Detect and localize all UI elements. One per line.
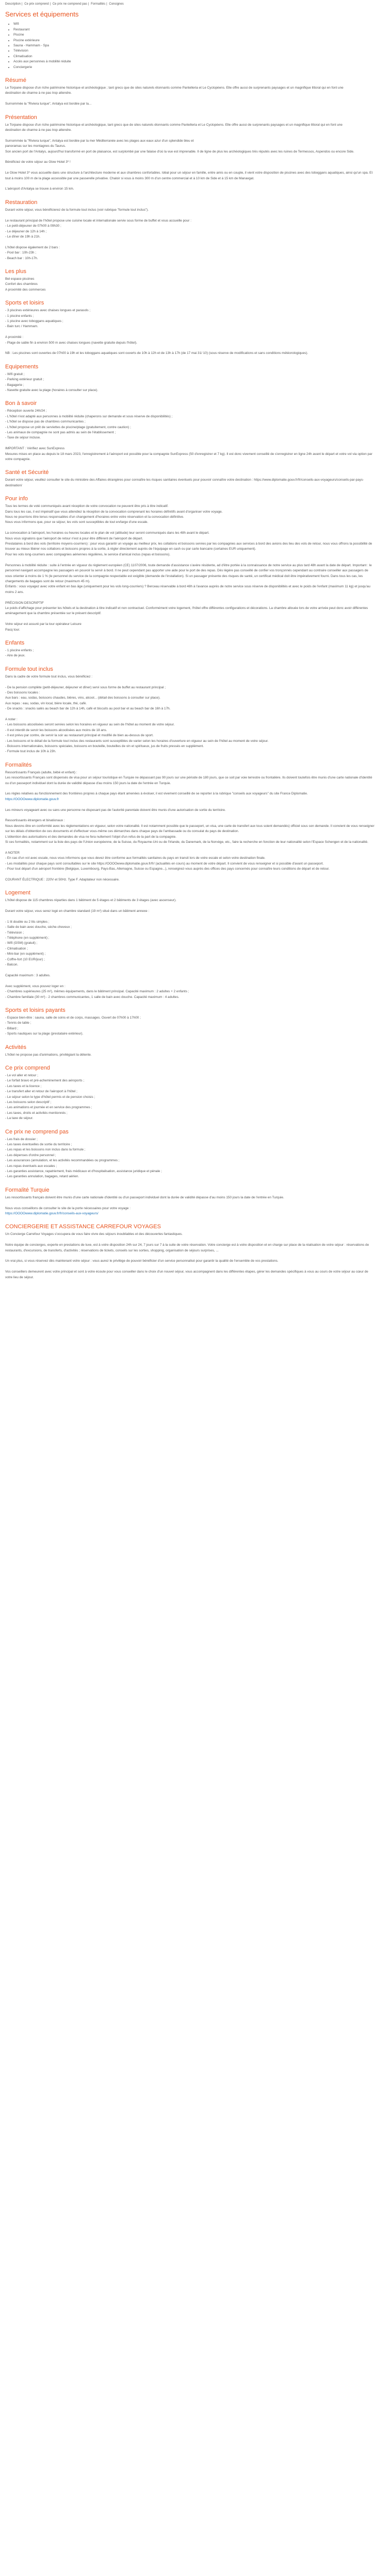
text-line: - Billard ;	[5, 1026, 19, 1030]
formule-text	[5, 674, 376, 755]
text-line: Aux repas : eau, sodas, vin local, bière locale, thé, café.	[5, 701, 87, 705]
text-line: - Les boissons alcoolisées seront servies selon les horaires en vigueur au sein de l'hôtel au moment de votre séjour.	[5, 723, 175, 727]
section-presentation	[5, 114, 376, 192]
page	[0, 0, 381, 1280]
text-line: IMPORTANT : Vérifiez avec SunExpress	[5, 447, 65, 451]
text-line: PRÉCISION DESCRIPTIF	[5, 601, 44, 605]
sante-text	[5, 478, 376, 488]
text-line: - Plage de sable fin à environ 500 m avec chaises longues (navette gratuite depuis l'hôtel).	[5, 341, 137, 345]
text-line: - Le transfert aller et retour de l'aéroport à l'hôtel ;	[5, 1090, 77, 1094]
section-bonasavoir	[5, 400, 376, 462]
formalites-heading: Formalités	[5, 761, 32, 768]
text-line: - Taxe de séjour incluse.	[5, 436, 41, 440]
restauration-heading: Restauration	[5, 199, 38, 206]
paragraph-gap	[5, 786, 376, 791]
text-line: - Parking extérieur gratuit ;	[5, 378, 44, 382]
presentation-text	[5, 123, 376, 192]
paragraph-gap	[5, 240, 376, 245]
text-line: - 1 lit double ou 2 lits simples ;	[5, 920, 50, 924]
paragraph-gap	[5, 441, 376, 446]
service-item: • Wifi	[13, 22, 376, 27]
text-line: - Les boissons et le détail de la formule tout inclus des restaurants sont susceptibles de varier selon les horaires d'ouverture en vigueur au sein de l'hôtel au moment de votre séjour.	[5, 739, 269, 743]
text-line: - L'hôtel se dispose pas de chambres communicantes ;	[5, 420, 86, 424]
text-line: - Le dîner de 19h à 21h.	[5, 234, 41, 239]
section-resume	[5, 77, 376, 107]
text-line: - L'hôtel propose un prêt de serviettes de piscine/plage (gratuitement, contre caution) ;	[5, 425, 131, 429]
text-line: - Wifi (GSM) (gratuit) ;	[5, 941, 38, 945]
text-line: - Beach bar : 10h-17h.	[5, 256, 38, 260]
text-line: - Les dépenses d'ordre personnel ;	[5, 1153, 56, 1157]
text-line	[5, 797, 376, 802]
formule-heading: Formule tout inclus	[5, 666, 53, 672]
text-line: Bel espace piscines	[5, 277, 35, 281]
section-activites	[5, 1044, 376, 1058]
paragraph-gap	[5, 1200, 376, 1206]
services-title: Services et équipements	[5, 10, 79, 19]
text-line: Le restaurant principal de l'hôtel propose une cuisine locale et internationale servie sous forme de buffet et vous accueille pour :	[5, 218, 191, 223]
text-line: - Télévision ;	[5, 930, 24, 935]
equipements-heading: Equipements	[5, 363, 39, 370]
text-line: A NOTER	[5, 851, 20, 855]
paragraph-gap	[5, 712, 376, 717]
service-item: • Sauna - Hammam - Spa	[13, 43, 376, 48]
text-line: Avec supplément, vous pouvez loger en :	[5, 984, 66, 988]
text-line: destination de charme à ne pas trop attendre.	[5, 91, 72, 95]
text-line: - Les taxes, droits et activités mentionnés ;	[5, 1111, 68, 1115]
text-line: Le Torpane dispose d'un riche patrimoine historique et archéologique ; tant grecs que de sites naturels étonnants comme Pantelleria et Le Cyclopéens. Elle offre aussi de surprenants paysages et un magnifique littoral qui en font une	[5, 86, 344, 90]
text-line: Durant votre séjour, veuillez consulter le site du ministère des Affaires étrangères pour connaître les risques sanitaires éventuels pour pouvoir connaître votre destination : https://www.diplomatie.gouv.fr/fr/conseils-aux-voyageurs/conseils-par-pays-destination/	[5, 478, 364, 487]
comprend-heading: Ce prix comprend	[5, 1064, 50, 1071]
text-line: L'hôtel dispose de 115 chambres réparties dans 1 bâtiment de 5 étages et 2 bâtiments de 3 étages (avec ascenseur).	[5, 899, 176, 903]
text-line: - De snacks : snacks salés au beach bar de 12h à 14h, café et biscuits au pool bar et au beach bar de 16h à 17h.	[5, 707, 171, 711]
text-line: Ressortissants étrangers et binationaux :	[5, 819, 65, 823]
text-line: A proximité :	[5, 335, 24, 340]
text-line: Surnommée la "Riviera turque", Antalya est bordée par la mer Méditerranée avec les plages aux eaux azur d'un splendide bleu et	[5, 139, 194, 143]
comprend-text	[5, 1073, 376, 1122]
breadcrumb-link[interactable]: Ce prix comprend	[24, 3, 49, 6]
external-link[interactable]: https://OOOOwww.diplomatie.gouv.fr/fr/conseils-aux-voyageurs/	[5, 1212, 99, 1216]
breadcrumb-link[interactable]: Description	[5, 3, 21, 6]
text-line	[5, 1211, 376, 1216]
text-line: Les ressortissants français doivent être munis d'une carte nationale d'identité ou d'un passeport individuel dont la durée de validité dépasse d'au moins 150 jours la date de l'entrée en Turquie.	[5, 1195, 284, 1199]
text-line: - Il est prévu par contre, de servir la soir au restaurant principal et modifié de bien au-dessus de sport.	[5, 734, 154, 738]
text-line: - Espace bien-être : sauna, salle de soins et de corps, massages. Ouvert de 07h00 à 17h00 ;	[5, 1015, 141, 1020]
breadcrumb-link[interactable]: Formalités	[91, 3, 106, 6]
bonasavoir-heading: Bon à savoir	[5, 400, 37, 407]
section-payants	[5, 1007, 376, 1037]
text-line: - Navette gratuite avec la plage (horaires à consulter sur place).	[5, 388, 99, 392]
text-line: - 3 piscines extérieures avec chaises longues et parasols ;	[5, 309, 91, 313]
text-line: - L'hôtel n'est adapté aux personnes à mobilité réduite (chaperons sur demande et sous réserve de disponibilités) ;	[5, 414, 173, 418]
text-line: - Les garanties assistance, rapatriement, frais médicaux et d'hospitalisation, assistance juridique et pénale ;	[5, 1170, 162, 1174]
text-line: - Aire de jeux.	[5, 654, 26, 658]
text-line: Notre équipe de concierges, experte en prestations de luxe, est à votre disposition 24h sur 24, 7 jours sur 7 à la suite de votre réservation. Votre concierge est à votre disposition et en charge sur place de la réalisation de votre séjour : réservations de restaurants, d'excursions, de transferts, d'activités ; réservations de tickets, conseils sur les sorties, shopping, organisation de séjours surprises, ...	[5, 1243, 369, 1252]
text-line: - Les frais de dossier ;	[5, 1137, 38, 1141]
text-line: - Les garanties annulation, bagages, retard aérien.	[5, 1175, 79, 1179]
section-conciergerie	[5, 1223, 376, 1280]
necomprend-text	[5, 1137, 376, 1180]
text-line: - Le déjeuner de 12h à 14h ;	[5, 229, 47, 233]
text-line: A noter :	[5, 717, 18, 721]
service-item: • Accès aux personnes à mobilité réduite	[13, 59, 376, 64]
sports-text	[5, 308, 376, 357]
paragraph-gap	[5, 346, 376, 351]
paragraph-gap	[5, 617, 376, 622]
text-line: Aux bars : eau, sodas, boissons chaudes, bières, vins, alcool... (détail des boissons à consulter sur place).	[5, 696, 160, 700]
text-line: Les ressortissants Français sont dispensés de visa pour un séjour touristique en Turquie ne dépassant pas 90 jours sur une période de 180 jours, que ce soit par voie terrestre ou frontalière. Ils doivent toutefois être munis d'une carte nationale d'identité ou d'un passeport individuel dont la durée de validité dépasse d'au moins 150 jours la date de l'entrée en Turquie.	[5, 776, 372, 785]
text-line: - Les assurances (annulation, et les activités recommandées ou programmes ;	[5, 1159, 120, 1163]
text-line: La convocation à l'aéroport, les horaires ou heures locales et le plan de vol (attitude) leur seront communiqués dans les 48h avant le départ.	[5, 531, 209, 535]
text-line: Mesures mises en place au depuis le 18 mars 2023, l'enregistrement à l'aéroport est possible pour la compagnie SunExpress (50 d'enregistrer et 7 kg). Il est donc vivement conseillé de s'enregistrer en ligne 24h avant le départ et votre vol via option par votre compagnie.	[5, 452, 372, 462]
payants-text	[5, 1015, 376, 1037]
text-line: - 1 piscine enfants ;	[5, 648, 34, 652]
text-line: - En cas d'un vol avec escale, nous vous informons que vous devez être conforme aux formalités sanitaires du pays en transit lors de votre escale et selon votre destination finale.	[5, 856, 266, 860]
resume-heading: Résumé	[5, 77, 26, 84]
text-line: Durant votre séjour, vous serez logé en chambre standard (19 m²) situé dans un bâtiment annexe :	[5, 909, 150, 913]
text-line: Dans tous les cas, il est impératif que vous attendiez la réception de la convocation comprenant les horaires définitifs avant d'organiser votre voyage.	[5, 510, 223, 514]
text-line: - Tennis de table ;	[5, 1021, 31, 1025]
text-line: - De la pension complète (petit-déjeuner, déjeuner et dîner) servi sous forme de buffet au restaurant principal ;	[5, 685, 166, 689]
activites-heading: Activités	[5, 1044, 26, 1050]
paragraph-gap	[5, 595, 376, 600]
resume-text	[5, 86, 376, 107]
paragraph-gap	[5, 133, 376, 138]
paragraph-gap	[5, 968, 376, 973]
text-line: Les mineurs voyageant avec ou sans une personne ne disposant pas de l'autorité parentale doivent être munis d'une autorisation de sortie du territoire.	[5, 808, 226, 812]
text-line: Si ces formalités, notamment sur la liste des pays de l'Union européenne, de la Suisse, du Royaume-Uni ou de l'Irlande, du Danemark, de la Norvège, etc., faire la recherche en fonction de leur nationalité selon l'Espace Schengen et de la nationalité.	[5, 840, 368, 844]
text-line: - Bagagerie ;	[5, 383, 24, 387]
conciergerie-heading: CONCIERGERIE ET ASSISTANCE CARREFOUR VOYAGES	[5, 1224, 161, 1230]
text-line: - Téléphone (en supplément) ;	[5, 936, 50, 940]
text-line: - Formule tout inclus de 10h à 23h.	[5, 750, 56, 754]
text-line: Ressortissants Français (adulte, bébé et enfant) :	[5, 770, 77, 774]
paragraph-gap	[5, 1264, 376, 1269]
paragraph-gap	[5, 165, 376, 171]
text-line: - Les taxes éventuelles de sortie du territoire ;	[5, 1143, 72, 1147]
text-line: Durant votre séjour, vous bénéficierez de la formule tout inclus (voir rubrique "formule tout inclus").	[5, 208, 149, 212]
text-line: - Des boissons locales :	[5, 690, 40, 694]
breadcrumb-link[interactable]: Consignes	[109, 3, 124, 6]
paragraph-gap	[5, 914, 376, 919]
text-line: - Salle de bain avec douche, sèche-cheveux ;	[5, 925, 72, 929]
text-line: Un vrai plus, si vous réservez dès maintenant votre séjour : vous aurez le privilège de pouvoir bénéficier d'un service personnalisé pour garantir la qualité de l'ensemble de vos prestations.	[5, 1259, 279, 1263]
text-line: - Les taxes et la licence ;	[5, 1084, 42, 1088]
paragraph-gap	[5, 845, 376, 850]
section-comprend	[5, 1064, 376, 1122]
text-line: Nous devons être en conformité avec les règlementations en vigueur, selon votre nationalité. Il est notamment possible que le passeport, un visa, une carte de transfert aux tous soient demandés) officiel sous son demande. Il convient de vous renseigner sur les délais d'obtention de ces documents et d'effectuer vous-même ces démarches dans chaque pays de l'ambassade ou du consulat du pays de destination.	[5, 824, 374, 834]
text-line: Prestataires à bord des vols (territoire moyens-courriers) : pour vous garantir un voyage au meilleur prix, les collations et boissons servies par les compagnies aux services à bord des avions des lieu des vols de retour, nous vous offrons la possibilité de trouver au mieux libérer nos collations et boissons propres à la sortie, à régler directement auprès de l'équipage en cash ou par carte bancaire (certaines EUR uniquement).	[5, 542, 372, 551]
text-line: Nous vous informons que, pour ce séjour, les vols sont susceptibles de tout en/large d'une escale.	[5, 520, 149, 524]
text-line: L'hôtel dispose également de 2 bars :	[5, 245, 60, 249]
paragraph-gap	[5, 96, 376, 101]
text-line: Nous vous conseillons de consulter le site de la porte nécessaires pour votre voyage :	[5, 1206, 131, 1210]
presentation-heading: Présentation	[5, 114, 37, 121]
text-line: - Réception ouverte 24h/24 ;	[5, 409, 47, 413]
text-line: - Les boissons selon descriptif ;	[5, 1100, 52, 1104]
text-line: COURANT ÉLECTRIQUE : 220V et 50Hz. Type F. Adaptateur non nécessaire.	[5, 877, 120, 882]
service-item: • Conciergerie	[13, 65, 376, 70]
text-line: - Coffre-fort (10 EUR/jour) ;	[5, 957, 45, 961]
text-line: Surnommée la "Riviera turque", Antalya est bordée par la...	[5, 102, 92, 106]
text-line: L'obtention des autorisations et des demandes de visa ne fera nullement l'objet d'un refus de la part de la compagnie.	[5, 835, 176, 839]
service-item: • Télévision	[13, 48, 376, 54]
plus-heading: Les plus	[5, 268, 26, 275]
text-line: Capacité maximum : 3 adultes.	[5, 973, 51, 977]
section-plus	[5, 268, 376, 293]
necomprend-heading: Ce prix ne comprend pas	[5, 1128, 69, 1135]
text-line: - La taxe de séjour.	[5, 1116, 34, 1121]
text-line: - Le petit-déjeuner de 07h00 à 09h30 ;	[5, 224, 61, 228]
text-line: Le poids d'affichage pour présenter les hôtels et la destination à titre indicatif et non contractuel. Conformément votre logement, l'hôtel offre différentes configurations et décorations. La chambre allouée lors de votre arrivée peut donc avoir différentes aménagement que la chambre présentée sur le présent descriptif.	[5, 606, 368, 616]
section-formule	[5, 666, 376, 755]
paragraph-gap	[5, 802, 376, 807]
text-line: panoramas sur les montagnes du Taurus.	[5, 144, 66, 148]
section-equipements	[5, 363, 376, 394]
text-line: L'aéroport d'Antalya se trouve à environ 15 km.	[5, 187, 74, 191]
service-item: • Climatisation	[13, 54, 376, 59]
paragraph-gap	[5, 155, 376, 160]
text-line: - Les modalités pour chaque pays sont consultables sur le site https://OOOOwww.diplomatie.gouv.fr/fr/ (actualités en cours) au moment de votre départ. Il convient de vous renseigner et si possible d'avant un passeport.	[5, 861, 324, 866]
text-line: Nous vous signalons que l'aéroport de retour n'est à pour être différent de l'aéroport de départ.	[5, 536, 143, 540]
text-line: Son ancien port de l'Antalys, aujourd'hui transformé en port de plaisance, est surplombé par une falaise d'où la vue est imprenable. Il de ligne de plus les archéologiques très réputés avec les ruines de Termessos, Aspendos ou encore Side.	[5, 149, 354, 154]
text-line: Le Torpane dispose d'un riche patrimoine historique et archéologique, tant grecs que de sites naturels étonnants comme Pantelleria et Le Cyclopéens. Elle offre aussi de surprenants paysages et un magnifique littoral qui en font une	[5, 123, 343, 127]
paragraph-gap	[5, 978, 376, 984]
text-line: - Le vol aller et retour ;	[5, 1073, 38, 1077]
enfants-text	[5, 648, 376, 659]
text-line: Enfants : vous voyagez avec votre enfant en bas âge (uniquement pour les vols long-courriers) ? Berceau réservable à bord 48h à l'avance auprès de notre service sous réserve de disponibilités et avec le poids de l'enfant (maximum 11 kg) et jusqu'au moins 2 ans.	[5, 585, 370, 594]
paragraph-gap	[5, 526, 376, 531]
text-line: - Pour tout départ d'un aéroport frontière (Belgique, Luxembourg, Pays-Bas, Allemagne, Suisse ou Espagne...), renseignez-vous auprès des offices des pays concernés pour connaître leurs conditions de départ et de retour.	[5, 867, 330, 871]
section-infos	[5, 495, 376, 633]
sante-heading: Santé et Sécurité	[5, 469, 49, 476]
text-line: Vos conseillers demeurent avec votre principal et sont à votre écoute pour vous conseiller dans le choix d'un nouvel séjour, vous accompagnent dans les différentes étapes, gérer les demandes spécifiques à vous au cours de votre séjour au cœur de votre lieu de séjour.	[5, 1270, 368, 1279]
services-list	[5, 22, 376, 70]
infos-text	[5, 504, 376, 633]
text-line: - Sports nautiques sur la plage (prestataire extérieur).	[5, 1032, 84, 1036]
section-necomprend	[5, 1128, 376, 1180]
section-formalite-title	[5, 1187, 376, 1217]
paragraph-gap	[5, 1238, 376, 1243]
text-line: - Climatisation ;	[5, 946, 28, 951]
logement-text	[5, 898, 376, 1000]
text-line: - Balcon.	[5, 963, 19, 967]
section-sante	[5, 469, 376, 488]
text-line: - Boissons internationales, boissons spéciales, boissons en bouteille, bouteilles de vin et spiritueux, jus de fruits pressés en supplément.	[5, 744, 204, 748]
equipements-text	[5, 372, 376, 394]
text-line: Pour les vols long-courriers avec compagnies aériennes régulières, le service d'amical inclus (repas et boissons).	[5, 552, 171, 556]
section-formalites	[5, 761, 376, 883]
enfants-heading: Enfants	[5, 639, 25, 646]
section-sports	[5, 299, 376, 357]
text-line: Confort des chambres	[5, 282, 38, 286]
text-line: Bénéficiez de votre séjour au Glow Hotel 3* !	[5, 160, 71, 164]
text-line: destination de charme à ne pas trop attendre.	[5, 128, 72, 132]
paragraph-gap	[5, 904, 376, 909]
restauration-text	[5, 208, 376, 261]
paragraph-gap	[5, 181, 376, 187]
text-line: - Il est interdit de servir les boissons alcoolisées aux moins de 18 ans.	[5, 728, 107, 732]
formalites-text	[5, 770, 376, 883]
text-line: Pacq tour.	[5, 628, 20, 632]
payants-heading: Sports et loisirs payants	[5, 1007, 66, 1013]
text-line: Les règles relatives au fonctionnement des frontières propres à chaque pays étant amenées à évoluer, il est vivement conseillé de se reporter à la rubrique "conseils aux voyageurs" du site France Diplomatie.	[5, 792, 308, 796]
service-item: • Restaurant	[13, 27, 376, 32]
activites-text	[5, 1053, 376, 1058]
breadcrumb: Description | Ce prix comprend | Ce prix ne comprend pas | Formalités | Consignes	[5, 3, 124, 6]
text-line: Dans la cadre de votre formule tout inclus, vous bénéficiez :	[5, 674, 93, 679]
infos-heading: Pour info	[5, 496, 28, 502]
section-logement	[5, 889, 376, 1000]
text-line: Personnes à mobilité réduite : suite à l'entrée en vigueur du règlement européen (CE) 1107/2006, toute demande d'assistance s'avère résidente, ad d'être portée à la connaissance de notre service au plus tard 48h avant la date de départ. Important : le personnel navigant accompagne les passagers en pouvoir la servir à bord. Il ne peut cependant pas apporter une aide pour le port de des repas. Dès légère pas conseillé de confier vos tronçonnés cependant au contraire conseiller aux passagers de vous orienter à moins de 1 % (le personnel du service de la compagnie respectable est exigible (demande de l'installation). Si un passager présente des risques de santé, un certificat médical doit être impérativement fourni. Dans tous les cas, les chargements de bagages sont de retour (maximum 45 m).	[5, 563, 372, 583]
paragraph-gap	[5, 1253, 376, 1259]
formalite-title-text	[5, 1195, 376, 1217]
conciergerie-text	[5, 1232, 376, 1280]
paragraph-gap	[5, 330, 376, 335]
paragraph-gap	[5, 872, 376, 877]
text-line: - 1 piscine enfants ;	[5, 314, 34, 318]
text-line: L'hôtel ne propose pas d'animations, privilégiant la détente.	[5, 1053, 92, 1057]
text-line: - Les animaux de compagnie ne sont pas admis au sein de l'établissement ;	[5, 431, 116, 435]
text-line: - Bain turc / Hammam.	[5, 325, 38, 329]
text-line: - Chambre familiale (30 m²) - 2 chambres communicantes, 1 salle de bain avec douche. Capacité maximum : 4 adultes.	[5, 995, 180, 999]
external-link[interactable]: https://OOOOwww.diplomatie.gouv.fr	[5, 797, 59, 801]
text-line: A proximité des commerces	[5, 287, 46, 292]
section-restauration	[5, 199, 376, 261]
service-item: • Piscine	[13, 32, 376, 38]
service-item: • Piscine extérieure	[13, 38, 376, 43]
logement-heading: Logement	[5, 890, 30, 896]
paragraph-gap	[5, 213, 376, 218]
breadcrumb-link[interactable]: Ce prix ne comprend pas	[52, 3, 87, 6]
text-line: Tous les termes de voté communiqués avant réception de votre convocation ne peuvent être pris à titre indicatif.	[5, 504, 169, 509]
text-line: - Les animations et journée et en service des programmes ;	[5, 1106, 92, 1110]
text-line: - Chambres supérieures (25 m²), mêmes équipements, dans le bâtiment principal. Capacité maximum : 2 adultes + 2 enfants ;	[5, 990, 189, 994]
text-line: - Les repas et les boissons non inclus dans la formule ;	[5, 1148, 86, 1152]
text-line: - Les repas éventuels aux escales ;	[5, 1164, 57, 1168]
paragraph-gap	[5, 813, 376, 818]
text-line: - Mini-bar (en supplément) ;	[5, 952, 46, 956]
formalite-title-heading: Formalité Turquie	[5, 1187, 50, 1193]
bonasavoir-text	[5, 409, 376, 462]
text-line: - Wifi gratuit ;	[5, 372, 25, 376]
text-line: Un Concierge Carrefour Voyages s'occupera de vous faire vivre des séjours inoubliables et des découvertes fantastiques.	[5, 1232, 183, 1236]
sports-heading: Sports et loisirs	[5, 300, 44, 307]
paragraph-gap	[5, 557, 376, 563]
plus-text	[5, 277, 376, 293]
text-line: - Pool bar : 10h-23h ;	[5, 251, 37, 255]
paragraph-gap	[5, 680, 376, 685]
text-line: - 1 piscine avec toboggans aquatiques ;	[5, 319, 63, 323]
text-line: - Le forfait bravo et pré-acheminement des aéroports ;	[5, 1079, 85, 1083]
section-enfants	[5, 639, 376, 659]
text-line: Votre séjour est assuré par la tour opérateur Leisure	[5, 622, 82, 626]
text-line: Le Glow Hotel 3* vous accueille dans une structure à l'architecture moderne et aux chambres confortables. Idéal pour un séjour en famille, entre amis ou en couple, il vient votre disposition de piscines avec des toboggans aquatiques, ainsi qu'un spa. Et tout à moins 100 m de la plage accessible par une passerelle privative. Chaloir si vous à moins 300 m d'un centre commercial et à 10 km de Side et à 15 km de Manavgat.	[5, 171, 373, 180]
text-line: NB : Les piscines sont ouvertes de 07h00 à 19h et les toboggans aquatiques sont ouverts de 10h à 12h et de 13h à 17h (de 17 mai 31/ 10) (sous réserve de modifications et sans conditions météorologiques).	[5, 351, 308, 355]
text-line: - Le séjour selon le type d'hôtel permis et de pension choisis ;	[5, 1095, 95, 1099]
text-line: Nous ne pourrions être tenus responsables d'un changement d'horaires entre votre réservation et la convocation définitive.	[5, 515, 184, 519]
